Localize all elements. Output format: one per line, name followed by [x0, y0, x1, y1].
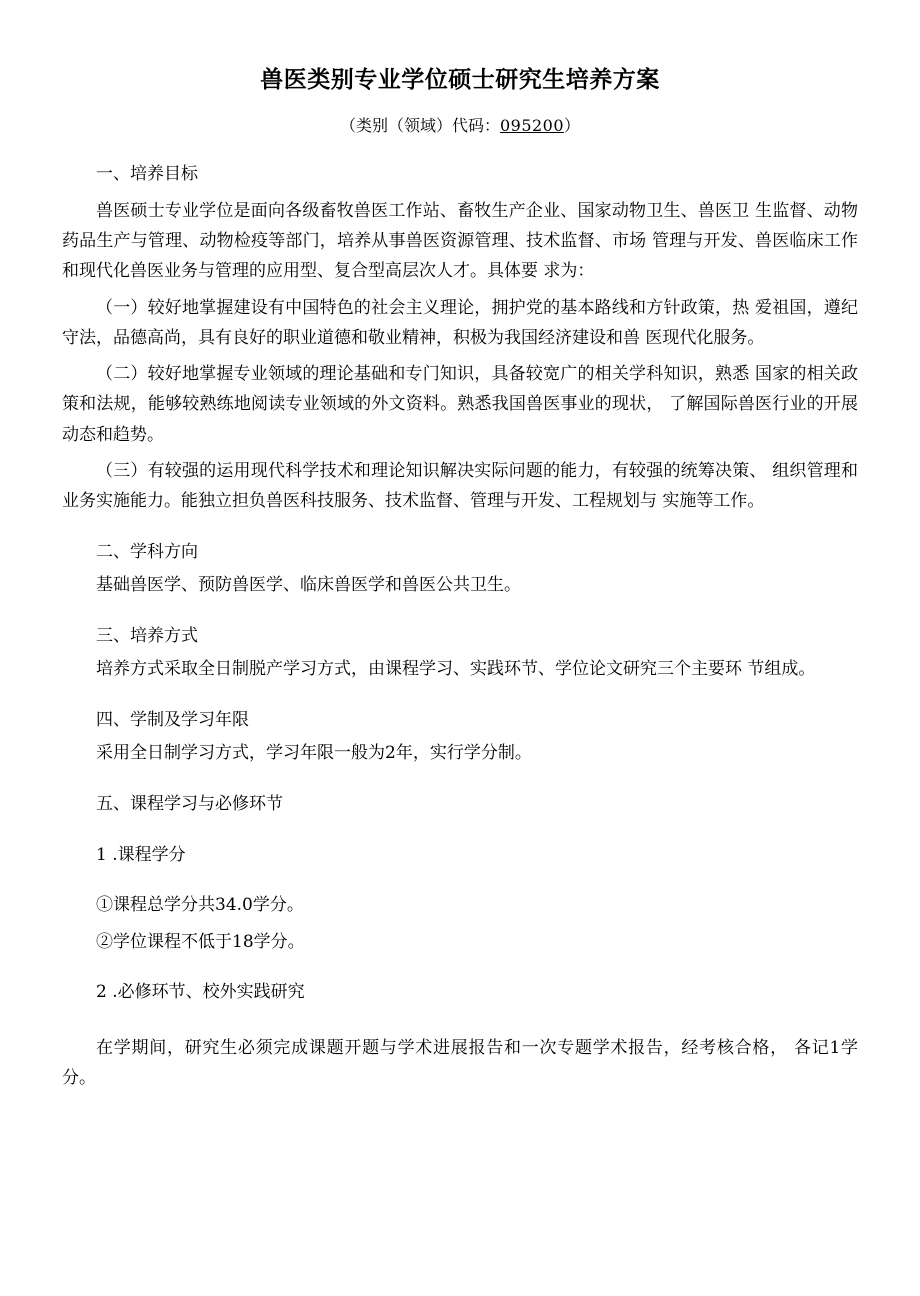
discipline-code: 095200 — [499, 116, 565, 136]
section-heading-5: 五、课程学习与必修环节 — [96, 794, 283, 815]
section-5-item-1: 1 .课程学分 — [96, 845, 186, 866]
section-5-item-1a: ①课程总学分共34.0学分。 — [96, 895, 304, 916]
section-1-paragraph-4: （三）有较强的运用现代科学技术和理论知识解决实际问题的能力，有较强的统筹决策、 组织管理和业务实施能力。能独立担负兽医科技服务、技术监督、管理与开发、工程规划与 实施等工作。 — [62, 460, 858, 512]
section-1-paragraph-1: 兽医硕士专业学位是面向各级畜牧兽医工作站、畜牧生产企业、国家动物卫生、兽医卫 生监督、动物药品生产与管理、动物检疫等部门，培养从事兽医资源管理、技术监督、市场 管理与开发、兽医临床工作和现代化兽医业务与管理的应用型、复合型高层次人才。具体要 求为： — [62, 200, 858, 282]
section-heading-1: 一、培养目标 — [96, 164, 198, 185]
section-heading-2: 二、学科方向 — [96, 542, 198, 563]
section-heading-4: 四、学制及学习年限 — [96, 710, 249, 731]
document-subtitle — [62, 114, 858, 138]
subtitle-suffix: ） — [564, 116, 581, 136]
section-heading-3: 三、培养方式 — [96, 626, 198, 647]
section-5-paragraph-final: 在学期间，研究生必须完成课题开题与学术进展报告和一次专题学术报告，经考核合格， 各记1学分。 — [62, 1038, 858, 1089]
section-3-paragraph-1: 培养方式采取全日制脱产学习方式，由课程学习、实践环节、学位论文研究三个主要环 节组成。 — [96, 659, 816, 680]
subtitle-prefix: （类别（领域）代码： — [339, 116, 500, 136]
section-2-paragraph-1: 基础兽医学、预防兽医学、临床兽医学和兽医公共卫生。 — [96, 575, 521, 596]
section-5-item-2: 2 .必修环节、校外实践研究 — [96, 981, 305, 1002]
page-title: 兽医类别专业学位硕士研究生培养方案 — [260, 67, 660, 93]
section-4-paragraph-1: 采用全日制学习方式，学习年限一般为2年，实行学分制。 — [96, 743, 532, 764]
section-5-item-1b: ②学位课程不低于18学分。 — [96, 931, 305, 952]
section-1-paragraph-2: （一）较好地掌握建设有中国特色的社会主义理论，拥护党的基本路线和方针政策，热 爱祖国，遵纪守法，品德高尚，具有良好的职业道德和敬业精神，积极为我国经济建设和兽 医现代化服务。 — [62, 297, 858, 348]
section-1-paragraph-3: （二）较好地掌握专业领域的理论基础和专门知识，具备较宽广的相关学科知识，熟悉 国家的相关政策和法规，能够较熟练地阅读专业领域的外文资料。熟悉我国兽医事业的现状， 了解国际兽医行业的开展动态和趋势。 — [62, 364, 858, 445]
